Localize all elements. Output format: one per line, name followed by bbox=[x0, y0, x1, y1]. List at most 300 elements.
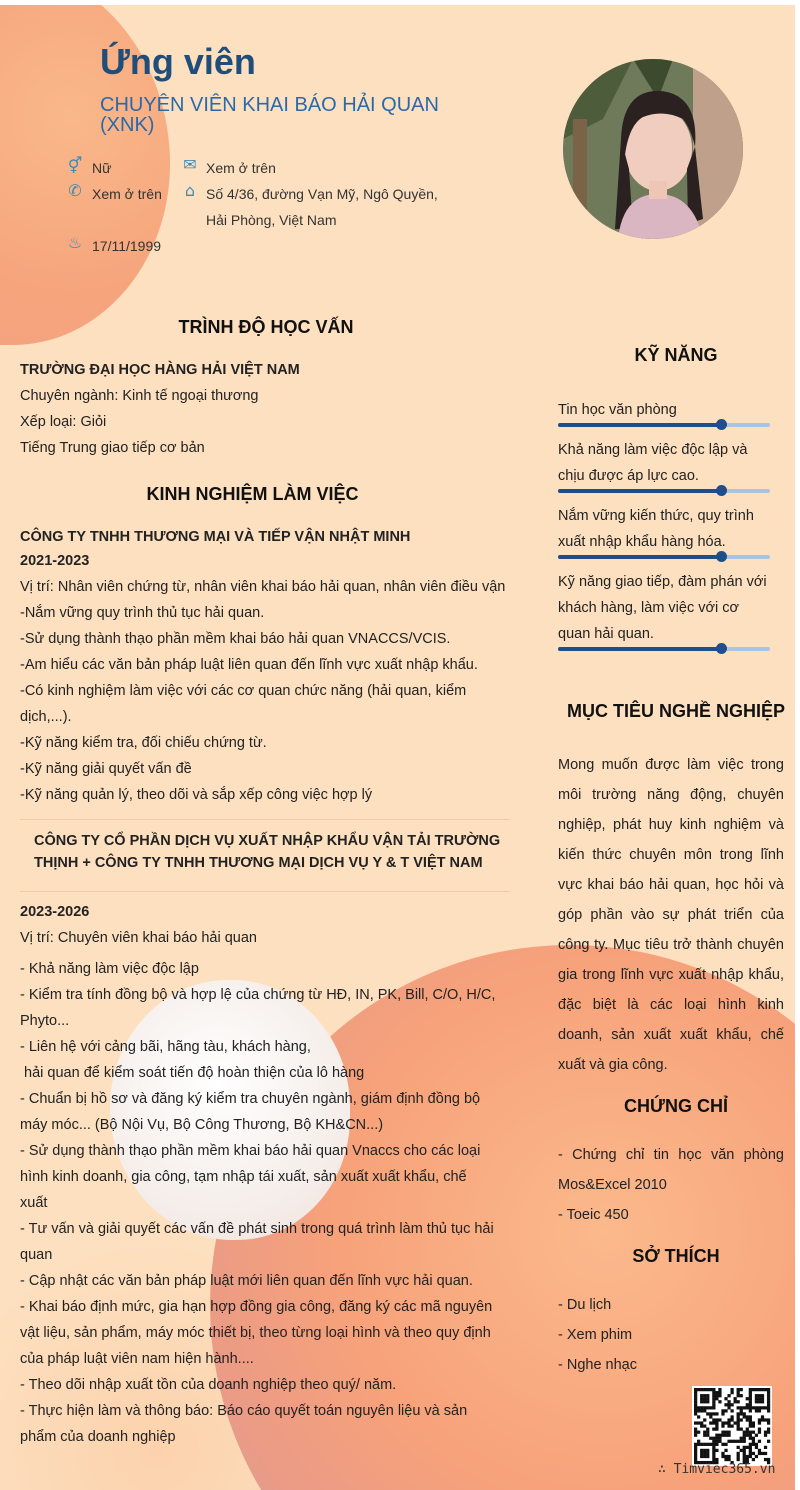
qr-module bbox=[727, 1406, 730, 1409]
qr-module bbox=[743, 1455, 746, 1458]
qr-module bbox=[755, 1409, 758, 1412]
qr-module bbox=[712, 1428, 715, 1431]
qr-module bbox=[755, 1434, 758, 1437]
qr-module bbox=[715, 1437, 718, 1440]
qr-module bbox=[737, 1440, 740, 1443]
qr-module bbox=[700, 1394, 703, 1397]
qr-module bbox=[694, 1431, 697, 1434]
qr-module bbox=[724, 1431, 727, 1434]
qr-module bbox=[712, 1446, 715, 1449]
qr-module bbox=[730, 1424, 733, 1427]
qr-module bbox=[721, 1455, 724, 1458]
qr-module bbox=[694, 1458, 697, 1461]
qr-module bbox=[734, 1397, 737, 1400]
job1-line: Vị trí: Nhân viên chứng từ, nhân viên khai báo hải quan, nhân viên điều vận bbox=[20, 579, 506, 595]
qr-module bbox=[718, 1388, 721, 1391]
job2-line: - Thực hiện làm và thông báo: Báo cáo quyết toán nguyên liệu và sản bbox=[20, 1403, 468, 1419]
qr-module bbox=[694, 1434, 697, 1437]
job2-line: - Liên hệ với cảng bãi, hãng tàu, khách hàng, bbox=[20, 1039, 311, 1055]
qr-module bbox=[746, 1406, 749, 1409]
qr-module bbox=[749, 1431, 752, 1434]
qr-module bbox=[758, 1452, 761, 1455]
qr-module bbox=[740, 1388, 743, 1391]
job2-company-line-2: THỊNH + CÔNG TY TNHH THƯƠNG MẠI DỊCH VỤ Y & T VIỆT NAM bbox=[34, 855, 483, 871]
qr-module bbox=[715, 1428, 718, 1431]
qr-module bbox=[718, 1434, 721, 1437]
job2-line: - Chuẩn bị hồ sơ và đăng ký kiểm tra chuyên ngành, giám định đồng bộ bbox=[20, 1091, 481, 1107]
skill-bar-knob bbox=[716, 419, 727, 430]
job1-line: -Nắm vững quy trình thủ tục hải quan. bbox=[20, 605, 265, 621]
qr-module bbox=[715, 1458, 718, 1461]
qr-module bbox=[737, 1424, 740, 1427]
qr-module bbox=[703, 1452, 706, 1455]
job1-company: CÔNG TY TNHH THƯƠNG MẠI VÀ TIẾP VẬN NHẬT MINH bbox=[20, 529, 411, 545]
qr-module bbox=[761, 1400, 764, 1403]
job2-period: 2023-2026 bbox=[20, 904, 90, 920]
qr-module bbox=[743, 1446, 746, 1449]
qr-module bbox=[743, 1452, 746, 1455]
qr-module bbox=[703, 1397, 706, 1400]
hobby-item: - Xem phim bbox=[558, 1327, 633, 1343]
qr-module bbox=[706, 1452, 709, 1455]
qr-module bbox=[694, 1412, 697, 1415]
qr-module bbox=[715, 1394, 718, 1397]
qr-module bbox=[715, 1421, 718, 1424]
qr-module bbox=[700, 1449, 703, 1452]
qr-module bbox=[749, 1421, 752, 1424]
job2-line: máy móc... (Bộ Nội Vụ, Bộ Công Thương, Bộ KH&CN...) bbox=[20, 1117, 384, 1133]
qr-module bbox=[749, 1403, 752, 1406]
qr-module bbox=[715, 1449, 718, 1452]
qr-module bbox=[752, 1440, 755, 1443]
qr-module bbox=[755, 1397, 758, 1400]
qr-module bbox=[703, 1394, 706, 1397]
qr-module bbox=[737, 1452, 740, 1455]
job2-line: quan bbox=[20, 1247, 53, 1263]
qr-module bbox=[740, 1409, 743, 1412]
envelope-icon: ✉ bbox=[183, 155, 197, 174]
qr-module bbox=[709, 1388, 712, 1391]
skill-bar-fill bbox=[558, 555, 721, 559]
qr-module bbox=[764, 1431, 767, 1434]
job2-company-line-1: CÔNG TY CỔ PHẦN DỊCH VỤ XUẤT NHẬP KHẨU VẬN TẢI TRƯỜNG bbox=[34, 833, 501, 849]
qr-module bbox=[730, 1440, 733, 1443]
qr-module bbox=[740, 1394, 743, 1397]
qr-module bbox=[727, 1400, 730, 1403]
qr-module bbox=[694, 1409, 697, 1412]
qr-module bbox=[703, 1388, 706, 1391]
qr-module bbox=[721, 1431, 724, 1434]
watermark: ∴ Timviec365.vn bbox=[658, 1462, 776, 1477]
qr-module bbox=[740, 1418, 743, 1421]
qr-module bbox=[727, 1403, 730, 1406]
qr-module bbox=[712, 1458, 715, 1461]
qr-module bbox=[755, 1406, 758, 1409]
qr-module bbox=[761, 1406, 764, 1409]
job2-line: phẩm của doanh nghiệp bbox=[20, 1429, 176, 1445]
qr-module bbox=[737, 1406, 740, 1409]
qr-module bbox=[749, 1455, 752, 1458]
qr-module bbox=[724, 1458, 727, 1461]
skill-bar-knob bbox=[716, 643, 727, 654]
qr-module bbox=[706, 1397, 709, 1400]
qr-module bbox=[730, 1409, 733, 1412]
qr-module bbox=[694, 1403, 697, 1406]
qr-module bbox=[694, 1428, 697, 1431]
qr-module bbox=[709, 1412, 712, 1415]
qr-module bbox=[697, 1440, 700, 1443]
qr-module bbox=[715, 1391, 718, 1394]
qr-module bbox=[764, 1452, 767, 1455]
qr-module bbox=[697, 1421, 700, 1424]
qr-module bbox=[749, 1388, 752, 1391]
cv-content bbox=[0, 5, 795, 1490]
job2-line: - Tư vấn và giải quyết các vấn đề phát sinh trong quá trình làm thủ tục hải bbox=[20, 1221, 494, 1237]
qr-module bbox=[694, 1449, 697, 1452]
qr-module bbox=[758, 1449, 761, 1452]
hobby-item: - Du lịch bbox=[558, 1297, 612, 1313]
job2-line: vật liệu, sản phẩm, máy móc thiết bị, theo từng loại hình và theo quy định bbox=[20, 1325, 491, 1341]
divider bbox=[20, 891, 510, 892]
qr-module bbox=[749, 1391, 752, 1394]
qr-module bbox=[746, 1418, 749, 1421]
qr-module bbox=[703, 1409, 706, 1412]
qr-module bbox=[706, 1455, 709, 1458]
qr-module bbox=[709, 1406, 712, 1409]
education-title: TRÌNH ĐỘ HỌC VẤN bbox=[178, 317, 354, 337]
qr-module bbox=[767, 1388, 770, 1391]
qr-module bbox=[740, 1437, 743, 1440]
qr-module bbox=[737, 1421, 740, 1424]
qr-module bbox=[712, 1455, 715, 1458]
qr-module bbox=[706, 1394, 709, 1397]
qr-module bbox=[761, 1394, 764, 1397]
qr-module bbox=[737, 1455, 740, 1458]
qr-module bbox=[746, 1428, 749, 1431]
skill-bar-knob bbox=[716, 485, 727, 496]
qr-module bbox=[715, 1424, 718, 1427]
skill-label: Nắm vững kiến thức, quy trình xuất nhập khẩu hàng hóa. bbox=[558, 508, 754, 550]
certificate-item: - Toeic 450 bbox=[558, 1207, 629, 1223]
job2-line: hải quan để kiểm soát tiến độ hoàn thiện của lô hàng bbox=[20, 1065, 365, 1081]
qr-module bbox=[715, 1418, 718, 1421]
certificates-title: CHỨNG CHỈ bbox=[624, 1096, 728, 1116]
qr-module bbox=[755, 1394, 758, 1397]
skill-bar bbox=[558, 489, 770, 493]
qr-module bbox=[715, 1397, 718, 1400]
qr-module bbox=[706, 1443, 709, 1446]
qr-module bbox=[700, 1443, 703, 1446]
gender-icon: ⚥ bbox=[67, 156, 83, 175]
qr-module bbox=[697, 1443, 700, 1446]
education-line: Tiếng Trung giao tiếp cơ bản bbox=[20, 440, 205, 456]
qr-module bbox=[734, 1440, 737, 1443]
qr-code-graphic bbox=[692, 1386, 772, 1466]
qr-code bbox=[692, 1386, 772, 1466]
qr-module bbox=[767, 1409, 770, 1412]
qr-module bbox=[749, 1394, 752, 1397]
qr-module bbox=[715, 1440, 718, 1443]
qr-module bbox=[712, 1394, 715, 1397]
qr-module bbox=[740, 1449, 743, 1452]
skill-bar-fill bbox=[558, 647, 721, 651]
qr-module bbox=[740, 1412, 743, 1415]
qr-module bbox=[767, 1431, 770, 1434]
qr-module bbox=[727, 1424, 730, 1427]
qr-module bbox=[758, 1397, 761, 1400]
job2-line: - Khai báo định mức, gia hạn hợp đồng gia công, đăng ký các mã nguyên bbox=[20, 1299, 493, 1315]
qr-module bbox=[752, 1431, 755, 1434]
qr-module bbox=[712, 1443, 715, 1446]
qr-module bbox=[767, 1394, 770, 1397]
qr-module bbox=[749, 1452, 752, 1455]
qr-module bbox=[697, 1388, 700, 1391]
qr-module bbox=[700, 1388, 703, 1391]
qr-module bbox=[734, 1400, 737, 1403]
home-icon: ⌂ bbox=[184, 181, 196, 200]
qr-module bbox=[700, 1424, 703, 1427]
qr-module bbox=[694, 1443, 697, 1446]
qr-module bbox=[694, 1455, 697, 1458]
qr-module bbox=[752, 1443, 755, 1446]
qr-module bbox=[700, 1400, 703, 1403]
qr-module bbox=[712, 1388, 715, 1391]
qr-module bbox=[737, 1388, 740, 1391]
qr-module bbox=[724, 1449, 727, 1452]
qr-module bbox=[730, 1418, 733, 1421]
qr-module bbox=[700, 1452, 703, 1455]
skill-bar bbox=[558, 423, 770, 427]
qr-module bbox=[703, 1443, 706, 1446]
job2-position: Vị trí: Chuyên viên khai báo hải quan bbox=[20, 930, 257, 946]
email-value: Xem ở trên bbox=[206, 160, 276, 176]
qr-module bbox=[724, 1434, 727, 1437]
qr-module bbox=[755, 1443, 758, 1446]
qr-module bbox=[764, 1434, 767, 1437]
qr-module bbox=[700, 1421, 703, 1424]
qr-module bbox=[694, 1391, 697, 1394]
qr-module bbox=[758, 1394, 761, 1397]
qr-module bbox=[712, 1449, 715, 1452]
qr-module bbox=[694, 1406, 697, 1409]
qr-module bbox=[718, 1440, 721, 1443]
job1-line: -Kỹ năng quản lý, theo dõi và sắp xếp công việc hợp lý bbox=[20, 787, 373, 803]
phone-value: Xem ở trên bbox=[92, 186, 162, 202]
qr-module bbox=[718, 1418, 721, 1421]
qr-module bbox=[706, 1388, 709, 1391]
qr-module bbox=[697, 1409, 700, 1412]
qr-module bbox=[749, 1437, 752, 1440]
qr-module bbox=[703, 1449, 706, 1452]
qr-module bbox=[758, 1431, 761, 1434]
qr-module bbox=[767, 1428, 770, 1431]
qr-module bbox=[749, 1409, 752, 1412]
address-line-1: Số 4/36, đường Vạn Mỹ, Ngô Quyền, bbox=[206, 186, 438, 202]
qr-module bbox=[703, 1455, 706, 1458]
qr-module bbox=[724, 1443, 727, 1446]
job1-line: dịch,...). bbox=[20, 709, 72, 725]
cv-paper bbox=[0, 5, 795, 1490]
qr-module bbox=[706, 1428, 709, 1431]
qr-module bbox=[724, 1455, 727, 1458]
qr-module bbox=[746, 1446, 749, 1449]
qr-module bbox=[718, 1394, 721, 1397]
qr-module bbox=[721, 1409, 724, 1412]
qr-module bbox=[743, 1415, 746, 1418]
qr-module bbox=[712, 1391, 715, 1394]
qr-module bbox=[746, 1415, 749, 1418]
qr-module bbox=[706, 1400, 709, 1403]
hobbies-title: SỞ THÍCH bbox=[632, 1246, 720, 1266]
job1-line: -Có kinh nghiệm làm việc với các cơ quan chức năng (hải quan, kiểm bbox=[20, 683, 467, 699]
skills-title: KỸ NĂNG bbox=[634, 345, 718, 365]
qr-module bbox=[727, 1394, 730, 1397]
qr-module bbox=[764, 1418, 767, 1421]
qr-module bbox=[752, 1452, 755, 1455]
qr-module bbox=[767, 1403, 770, 1406]
qr-module bbox=[746, 1458, 749, 1461]
qr-module bbox=[737, 1394, 740, 1397]
qr-module bbox=[730, 1391, 733, 1394]
job2-line: Phyto... bbox=[20, 1013, 70, 1029]
qr-module bbox=[743, 1458, 746, 1461]
qr-module bbox=[700, 1455, 703, 1458]
qr-module bbox=[755, 1446, 758, 1449]
qr-module bbox=[761, 1452, 764, 1455]
qr-module bbox=[737, 1458, 740, 1461]
qr-module bbox=[694, 1394, 697, 1397]
qr-module bbox=[694, 1446, 697, 1449]
qr-module bbox=[694, 1400, 697, 1403]
qr-module bbox=[730, 1388, 733, 1391]
qr-module bbox=[724, 1421, 727, 1424]
qr-module bbox=[761, 1388, 764, 1391]
skill-bar bbox=[558, 555, 770, 559]
hobby-item: - Nghe nhạc bbox=[558, 1357, 637, 1373]
qr-module bbox=[743, 1437, 746, 1440]
birthday-value: 17/11/1999 bbox=[92, 238, 162, 254]
qr-module bbox=[758, 1400, 761, 1403]
education-line: Chuyên ngành: Kinh tế ngoại thương bbox=[20, 388, 259, 404]
qr-module bbox=[724, 1397, 727, 1400]
whatsapp-icon: ✆ bbox=[68, 181, 82, 200]
qr-module bbox=[712, 1403, 715, 1406]
qr-module bbox=[761, 1415, 764, 1418]
qr-module bbox=[758, 1440, 761, 1443]
qr-module bbox=[703, 1434, 706, 1437]
experience-title: KINH NGHIỆM LÀM VIỆC bbox=[146, 484, 359, 504]
qr-module bbox=[715, 1412, 718, 1415]
qr-module bbox=[743, 1406, 746, 1409]
qr-module bbox=[721, 1412, 724, 1415]
qr-module bbox=[767, 1418, 770, 1421]
qr-module bbox=[694, 1397, 697, 1400]
qr-module bbox=[706, 1431, 709, 1434]
job2-line: của pháp luật viên nam hiện hành.... bbox=[20, 1351, 254, 1367]
qr-module bbox=[727, 1458, 730, 1461]
job1-line: -Sử dụng thành thạo phần mềm khai báo hải quan VNACCS/VCIS. bbox=[20, 631, 451, 647]
qr-module bbox=[764, 1388, 767, 1391]
job2-line: - Theo dõi nhập xuất tồn của doanh nghiệp theo quý/ năm. bbox=[20, 1377, 397, 1393]
qr-module bbox=[746, 1431, 749, 1434]
qr-module bbox=[727, 1455, 730, 1458]
qr-module bbox=[721, 1452, 724, 1455]
qr-module bbox=[700, 1406, 703, 1409]
qr-module bbox=[712, 1400, 715, 1403]
qr-module bbox=[749, 1443, 752, 1446]
job2-line: - Cập nhật các văn bản pháp luật mới liên quan đến lĩnh vực hải quan. bbox=[20, 1273, 473, 1289]
qr-module bbox=[718, 1400, 721, 1403]
qr-module bbox=[697, 1431, 700, 1434]
objective-title: MỤC TIÊU NGHỀ NGHIỆP bbox=[566, 701, 785, 721]
qr-module bbox=[712, 1412, 715, 1415]
qr-module bbox=[758, 1406, 761, 1409]
qr-module bbox=[764, 1446, 767, 1449]
qr-module bbox=[746, 1434, 749, 1437]
qr-module bbox=[737, 1415, 740, 1418]
qr-module bbox=[715, 1443, 718, 1446]
address-line-2: Hải Phòng, Việt Nam bbox=[206, 212, 337, 228]
qr-module bbox=[758, 1428, 761, 1431]
qr-module bbox=[767, 1391, 770, 1394]
qr-module bbox=[712, 1452, 715, 1455]
qr-module bbox=[706, 1434, 709, 1437]
qr-module bbox=[758, 1388, 761, 1391]
qr-module bbox=[724, 1409, 727, 1412]
qr-module bbox=[709, 1437, 712, 1440]
qr-module bbox=[764, 1406, 767, 1409]
qr-module bbox=[727, 1431, 730, 1434]
qr-module bbox=[752, 1388, 755, 1391]
skill-bar-fill bbox=[558, 489, 721, 493]
qr-module bbox=[734, 1421, 737, 1424]
qr-module bbox=[721, 1421, 724, 1424]
job2-line: - Sử dụng thành thạo phần mềm khai báo hải quan Vnaccs cho các loại bbox=[20, 1143, 481, 1159]
job1-line: -Kỹ năng giải quyết vấn đề bbox=[20, 761, 192, 777]
qr-module bbox=[706, 1406, 709, 1409]
qr-module bbox=[709, 1421, 712, 1424]
qr-module bbox=[703, 1418, 706, 1421]
education-school: TRƯỜNG ĐẠI HỌC HÀNG HẢI VIỆT NAM bbox=[20, 362, 300, 378]
qr-module bbox=[727, 1421, 730, 1424]
qr-module bbox=[740, 1440, 743, 1443]
qr-module bbox=[755, 1388, 758, 1391]
qr-module bbox=[730, 1415, 733, 1418]
qr-module bbox=[712, 1418, 715, 1421]
qr-module bbox=[758, 1421, 761, 1424]
gender-value: Nữ bbox=[92, 160, 112, 176]
qr-module bbox=[703, 1424, 706, 1427]
skill-label: Tin học văn phòng bbox=[558, 402, 677, 418]
qr-module bbox=[749, 1415, 752, 1418]
qr-module bbox=[743, 1412, 746, 1415]
qr-module bbox=[737, 1418, 740, 1421]
qr-module bbox=[743, 1431, 746, 1434]
portrait-illustration bbox=[563, 59, 743, 239]
qr-module bbox=[755, 1455, 758, 1458]
qr-module bbox=[749, 1418, 752, 1421]
skill-label: Khả năng làm việc độc lập và chịu được áp lực cao. bbox=[558, 442, 748, 484]
qr-module bbox=[746, 1397, 749, 1400]
qr-module bbox=[758, 1409, 761, 1412]
qr-module bbox=[767, 1400, 770, 1403]
qr-module bbox=[737, 1446, 740, 1449]
qr-module bbox=[718, 1437, 721, 1440]
qr-module bbox=[721, 1424, 724, 1427]
qr-module bbox=[737, 1428, 740, 1431]
qr-module bbox=[752, 1424, 755, 1427]
education-line: Xếp loại: Giỏi bbox=[20, 414, 107, 430]
